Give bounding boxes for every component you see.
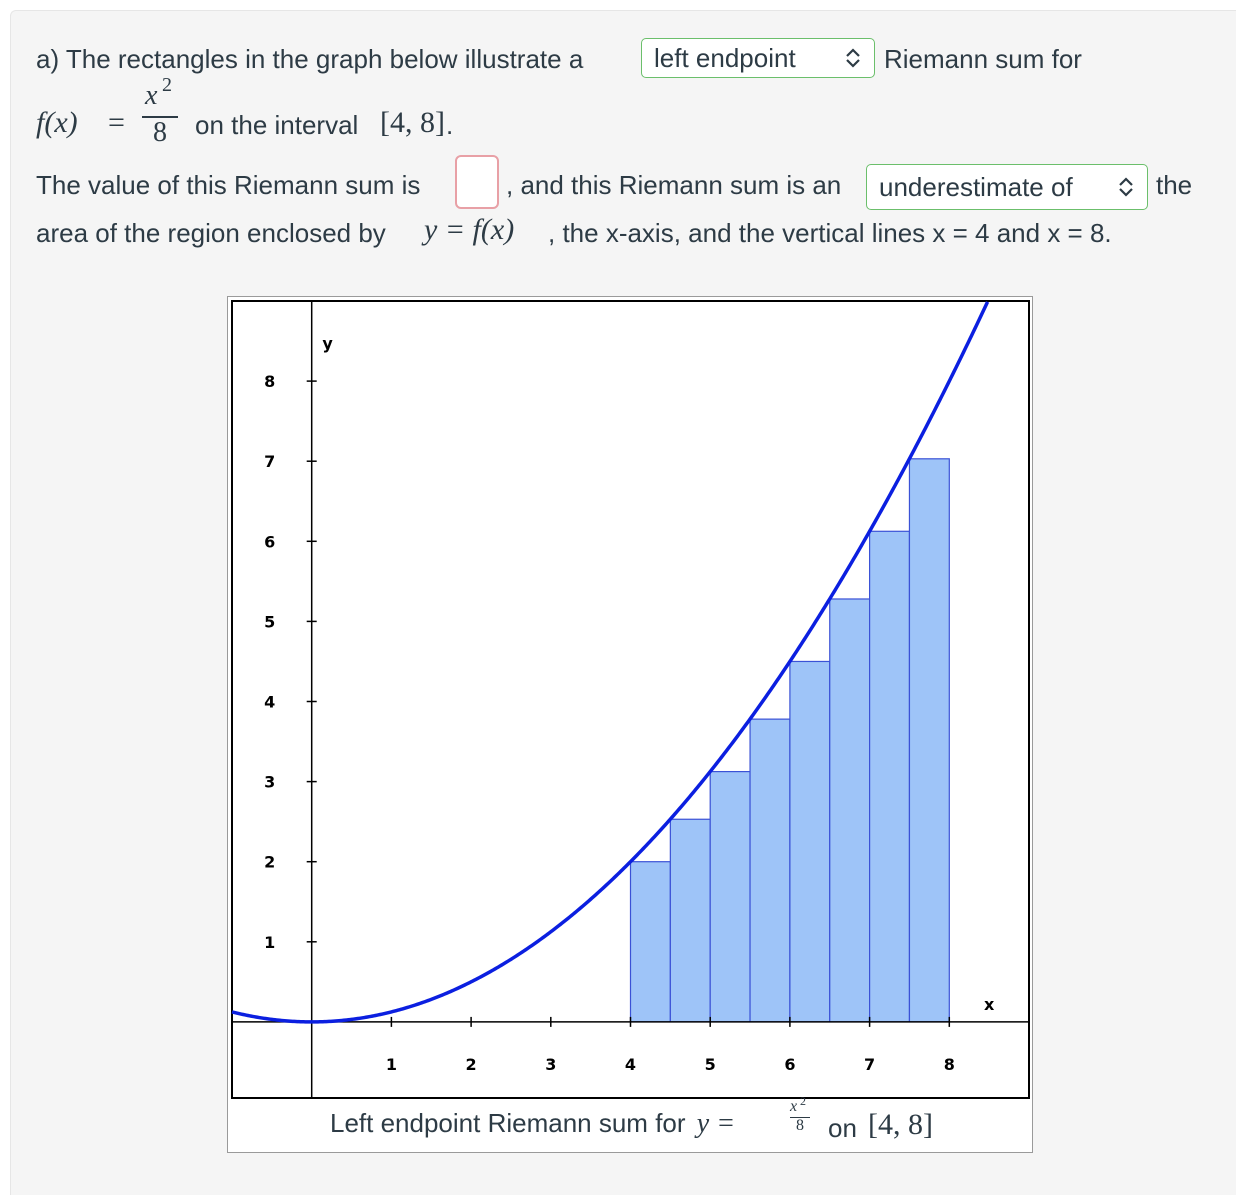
y-tick-label: 6 xyxy=(264,532,276,552)
caption-prefix: Left endpoint Riemann sum for xyxy=(330,1108,686,1138)
y-tick-label: 4 xyxy=(264,692,276,712)
riemann-bar xyxy=(670,819,710,1022)
caption-fraction-exponent: 2 xyxy=(800,1094,806,1108)
question-line1-suffix: Riemann sum for xyxy=(884,44,1082,74)
question-line4-suffix: , the x-axis, and the vertical lines x = 4 and x = 8. xyxy=(548,218,1112,248)
x-tick-label: 8 xyxy=(943,1054,955,1074)
question-line3-prefix: The value of this Riemann sum is xyxy=(36,170,421,200)
y-tick-label: 7 xyxy=(264,452,276,472)
endpoint-type-value: left endpoint xyxy=(654,43,796,73)
x-tick-label: 5 xyxy=(704,1054,716,1074)
y-axis-label: y xyxy=(322,334,333,354)
caption-on: on xyxy=(828,1113,857,1143)
x-tick-label: 1 xyxy=(385,1054,397,1074)
riemann-bar xyxy=(870,531,910,1022)
riemann-bar xyxy=(710,772,750,1022)
x-tick-label: 3 xyxy=(545,1054,557,1074)
function-equals: = xyxy=(108,106,125,139)
question-line4-math: y = f(x) xyxy=(424,213,515,246)
x-axis-label: x xyxy=(983,994,995,1014)
riemann-bar xyxy=(909,459,949,1022)
caption-interval: [4, 8] xyxy=(868,1108,933,1141)
graph-caption xyxy=(330,1108,735,1140)
interval-prefix: on the interval xyxy=(195,110,359,140)
interval-value: [4, 8] xyxy=(380,106,445,139)
caption-fraction-numerator: x xyxy=(790,1098,798,1115)
fraction-denominator: 8 xyxy=(153,116,167,148)
estimate-type-value: underestimate of xyxy=(879,172,1073,202)
interval-period: . xyxy=(446,110,454,140)
question-line3-suffix: the xyxy=(1156,170,1193,200)
fraction-numerator: x xyxy=(145,80,158,111)
x-tick-label: 2 xyxy=(465,1054,477,1074)
question-line1-prefix: a) The rectangles in the graph below illustrate a xyxy=(36,44,584,74)
question-line3-middle: , and this Riemann sum is an xyxy=(506,170,842,200)
caption-math: y = xyxy=(696,1108,736,1139)
caption-fraction xyxy=(788,1094,812,1134)
y-tick-label: 3 xyxy=(264,772,276,792)
x-tick-label: 6 xyxy=(784,1054,796,1074)
x-tick-label: 4 xyxy=(624,1054,637,1074)
x-tick-label: 7 xyxy=(864,1054,876,1074)
y-tick-label: 2 xyxy=(264,852,276,872)
y-tick-label: 5 xyxy=(264,612,276,632)
question-line4-prefix: area of the region enclosed by xyxy=(36,218,386,248)
riemann-bar xyxy=(631,862,671,1022)
function-lhs: f(x) xyxy=(36,106,78,139)
y-tick-label: 1 xyxy=(264,932,276,952)
riemann-bar xyxy=(830,599,870,1022)
fraction-exponent: 2 xyxy=(162,74,172,96)
y-tick-label: 8 xyxy=(264,372,276,392)
riemann-bar xyxy=(750,719,790,1022)
caption-fraction-denominator: 8 xyxy=(796,1117,804,1134)
riemann-bar xyxy=(790,661,830,1021)
